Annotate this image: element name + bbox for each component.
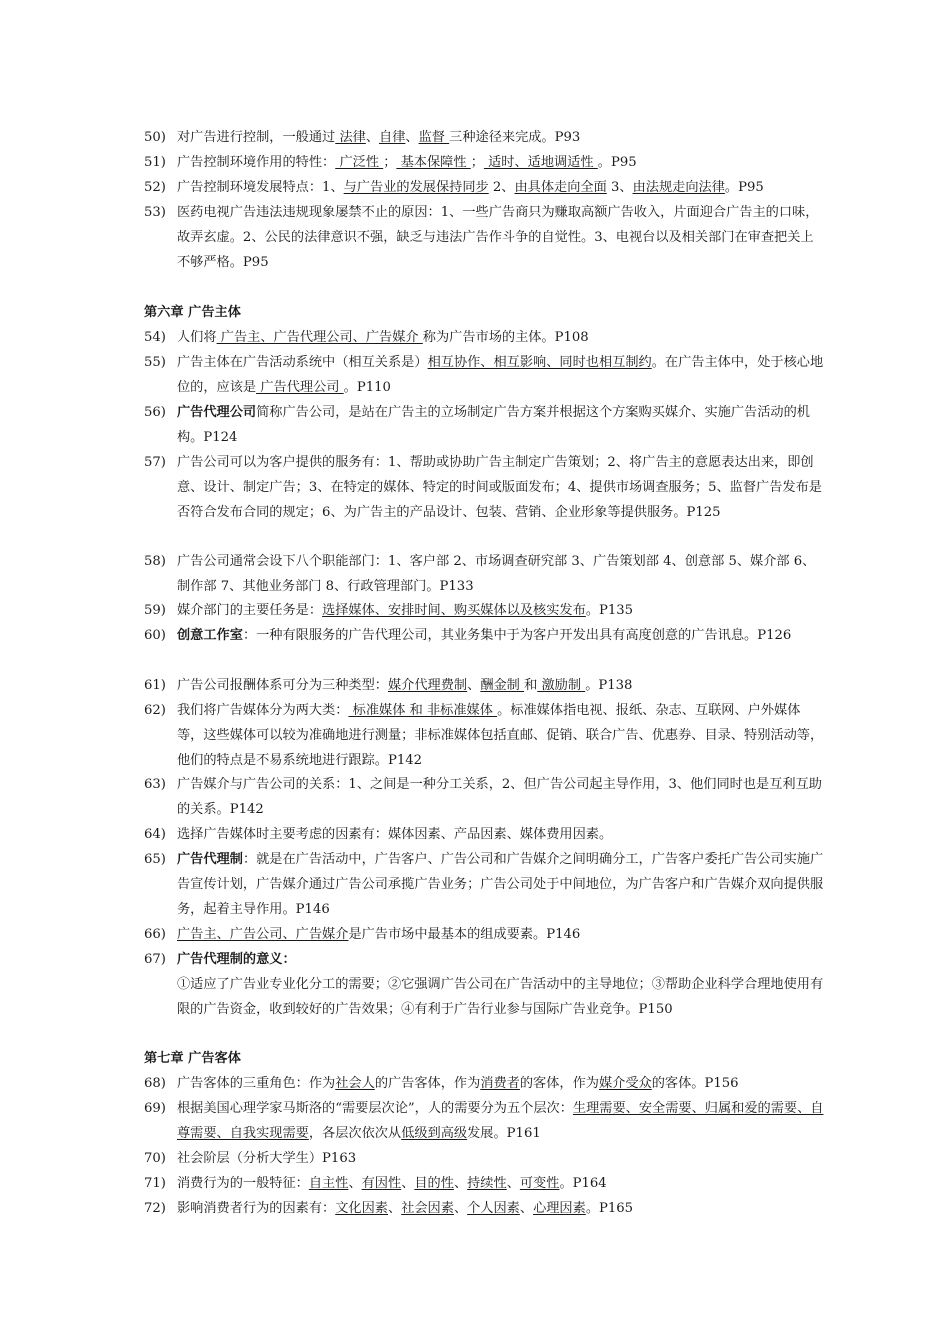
item-number: 62) bbox=[144, 703, 166, 718]
item-number: 59) bbox=[144, 603, 166, 618]
item-text: 社会阶层（分析大学生）P163 bbox=[177, 1151, 357, 1166]
item-text: 消费行为的一般特征：自主性、有因性、目的性、持续性、可变性。P164 bbox=[177, 1176, 607, 1191]
item-text: 广告客体的三重角色：作为社会人的广告客体，作为消费者的客体，作为媒介受众的客体。P156 bbox=[177, 1076, 739, 1091]
item-text: 创意工作室：一种有限服务的广告代理公司，其业务集中于为客户开发出具有高度创意的广告讯息。P126 bbox=[177, 628, 792, 643]
item-text: 对广告进行控制，一般通过 法律、自律、监督 三种途径来完成。P93 bbox=[177, 130, 581, 145]
item-number: 56) bbox=[144, 405, 166, 420]
chapter-heading: 第六章 广告主体 bbox=[144, 305, 241, 320]
item-text: 选择广告媒体时主要考虑的因素有：媒体因素、产品因素、媒体费用因素。 bbox=[177, 827, 613, 842]
item-number: 68) bbox=[144, 1076, 166, 1091]
item-number: 61) bbox=[144, 678, 166, 693]
item-text: 广告主体在广告活动系统中（相互关系是）相互协作、相互影响、同时也相互制约。在广告主体中，处于核心地位的，应该是 广告代理公司 。P110 bbox=[177, 355, 824, 395]
item-number: 64) bbox=[144, 827, 166, 842]
item-number: 70) bbox=[144, 1151, 166, 1166]
item-number: 50) bbox=[144, 130, 166, 145]
item-text: 广告控制环境作用的特性： 广泛性 ； 基本保障性 ； 适时、适地调适性 。P95 bbox=[177, 155, 637, 170]
item-number: 66) bbox=[144, 927, 166, 942]
item-text: 广告控制环境发展特点：1、与广告业的发展保持同步 2、由具体走向全面 3、由法规走向法律。P95 bbox=[177, 180, 764, 195]
item-number: 57) bbox=[144, 455, 166, 470]
item-text: 广告代理制的意义： bbox=[177, 952, 296, 967]
item-text: 广告公司通常会设下八个职能部门：1、客户部 2、市场调查研究部 3、广告策划部 4、创意部 5、媒介部 6、制作部 7、其他业务部门 8、行政管理部门。P133 bbox=[177, 554, 816, 594]
item-number: 51) bbox=[144, 155, 166, 170]
item-number: 72) bbox=[144, 1201, 166, 1216]
item-text: ①适应了广告业专业化分工的需要；②它强调广告公司在广告活动中的主导地位；③帮助企业科学合理地使用有限的广告资金，收到较好的广告效果；④有利于广告行业参与国际广告业竞争。P150 bbox=[177, 977, 824, 1017]
item-text: 影响消费者行为的因素有：文化因素、社会因素、个人因素、心理因素。P165 bbox=[177, 1201, 634, 1216]
item-text: 广告公司可以为客户提供的服务有：1、帮助或协助广告主制定广告策划；2、将广告主的意愿表达出来，即创意、设计、制定广告；3、在特定的媒体、特定的时间或版面发布；4、提供市场调查服务；5、监督广告发布是否符合发布合同的规定；6、为广告主的产品设计、包装、营销、企业形象等提供服务。P125 bbox=[177, 455, 822, 520]
item-text: 广告代理公司简称广告公司，是站在广告主的立场制定广告方案并根据这个方案购买媒介、实施广告活动的机构。P124 bbox=[177, 405, 810, 445]
item-number: 54) bbox=[144, 330, 166, 345]
item-text: 根据美国心理学家马斯洛的“需要层次论”，人的需要分为五个层次：生理需要、安全需要、归属和爱的需要、自尊需要、自我实现需要，各层次依次从低级到高级发展。P161 bbox=[177, 1101, 824, 1141]
item-number: 55) bbox=[144, 355, 166, 370]
item-text: 媒介部门的主要任务是：选择媒体、安排时间、购买媒体以及核实发布。P135 bbox=[177, 603, 634, 618]
item-number: 58) bbox=[144, 554, 166, 569]
item-number: 52) bbox=[144, 180, 166, 195]
item-text: 人们将 广告主、广告代理公司、广告媒介 称为广告市场的主体。P108 bbox=[177, 330, 589, 345]
item-text: 广告代理制：就是在广告活动中，广告客户、广告公司和广告媒介之间明确分工，广告客户委托广告公司实施广告宣传计划，广告媒介通过广告公司承揽广告业务；广告公司处于中间地位，为广告客户和广告媒介双向提供服务，起着主导作用。P146 bbox=[177, 852, 824, 917]
item-number: 69) bbox=[144, 1101, 166, 1116]
item-number: 67) bbox=[144, 952, 166, 967]
item-text: 广告主、广告公司、广告媒介是广告市场中最基本的组成要素。P146 bbox=[177, 927, 581, 942]
item-number: 53) bbox=[144, 205, 166, 220]
item-text: 我们将广告媒体分为两大类： 标准媒体 和 非标准媒体 。标准媒体指电视、报纸、杂志、互联网、户外媒体等，这些媒体可以较为准确地进行测量；非标准媒体包括直邮、促销、联合广告、优惠券、目录、特别活动等，他们的特点是不易系统地进行跟踪。P142 bbox=[177, 703, 824, 768]
item-number: 65) bbox=[144, 852, 166, 867]
item-number: 63) bbox=[144, 777, 166, 792]
item-text: 广告媒介与广告公司的关系：1、之间是一种分工关系，2、但广告公司起主导作用，3、他们同时也是互利互助的关系。P142 bbox=[177, 777, 822, 817]
item-number: 60) bbox=[144, 628, 166, 643]
chapter-heading: 第七章 广告客体 bbox=[144, 1051, 241, 1066]
item-number: 71) bbox=[144, 1176, 166, 1191]
item-text: 医药电视广告违法违规现象屡禁不止的原因：1、一些广告商只为赚取高额广告收入，片面迎合广告主的口味，故弄玄虚。2、公民的法律意识不强，缺乏与违法广告作斗争的自觉性。3、电视台以及相关部门在审查把关上不够严格。P95 bbox=[177, 205, 819, 270]
item-text: 广告公司报酬体系可分为三种类型：媒介代理费制、酬金制 和 激励制 。P138 bbox=[177, 678, 633, 693]
